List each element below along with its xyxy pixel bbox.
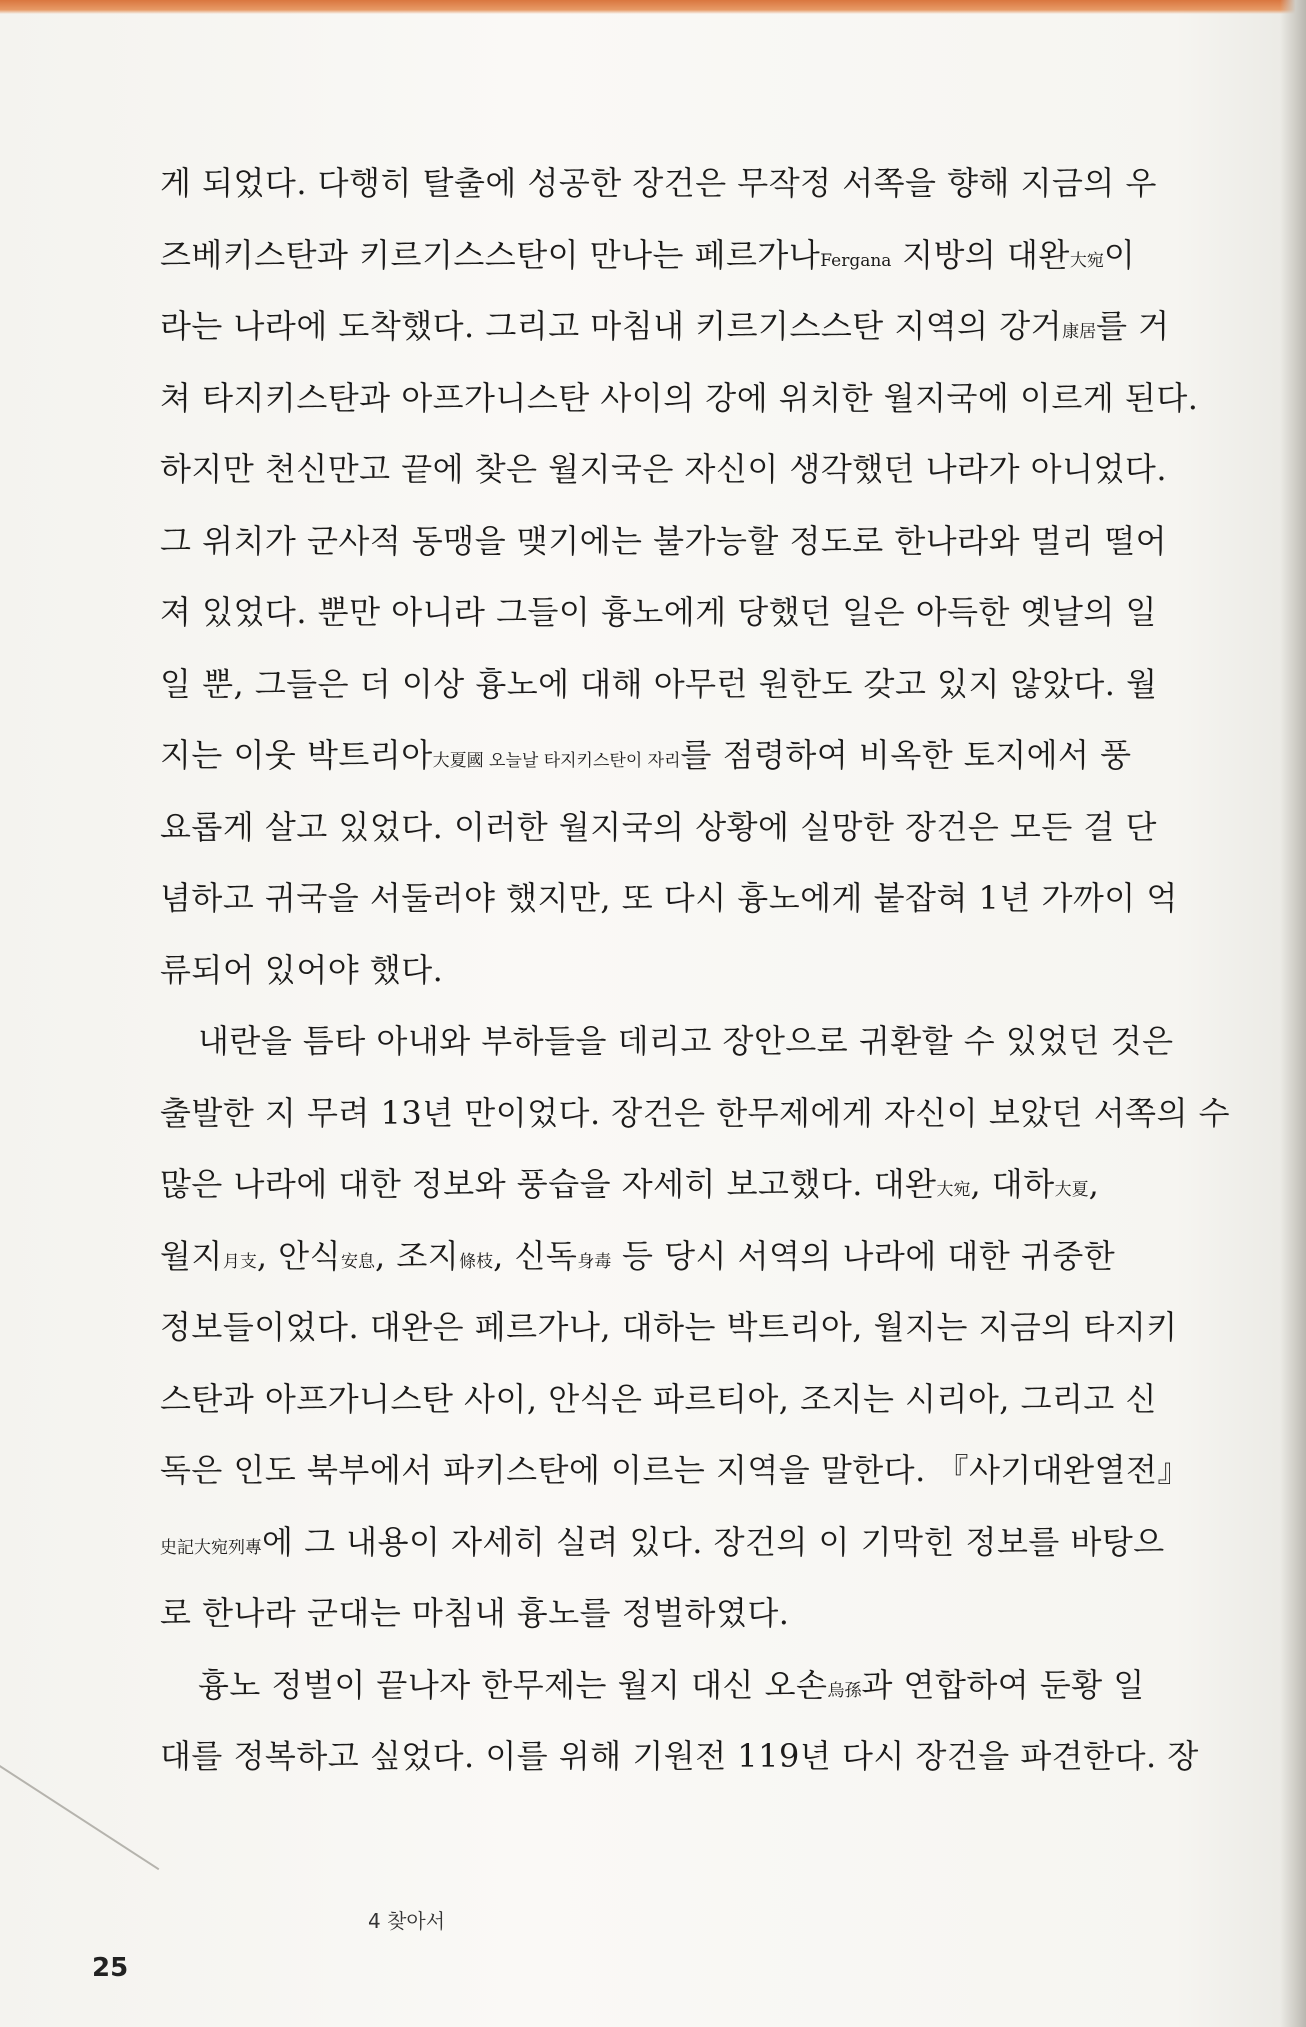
body-text xyxy=(160,148,1231,1793)
text-line xyxy=(160,577,1160,649)
text-segment: 정보들이었다. 대완은 페르가나, 대하는 박트리아, 월지는 지금의 타지키 xyxy=(160,1308,1178,1346)
text-segment: 지는 이웃 박트리아 xyxy=(160,736,433,774)
text-segment: 흉노 정벌이 끝나자 한무제는 월지 대신 오손 xyxy=(198,1665,828,1704)
text-line xyxy=(160,1006,1174,1078)
text-segment: 를 거 xyxy=(1096,307,1170,345)
text-line xyxy=(160,1364,1160,1436)
text-line xyxy=(160,1507,1165,1579)
text-line xyxy=(160,649,1160,721)
text-line xyxy=(160,1221,1160,1293)
text-line xyxy=(160,291,1170,363)
text-line xyxy=(160,1435,1190,1507)
hanja-gloss: 大宛 xyxy=(1069,250,1104,271)
text-segment: 등 당시 서역의 나라에 대한 귀중한 xyxy=(611,1236,1116,1275)
text-segment: 출발한 지 무려 13년 만이었다. 장건은 한무제에게 자신이 보았던 서쪽의 수 xyxy=(160,1093,1231,1132)
text-segment: 지방의 대완 xyxy=(891,235,1070,274)
hanja-gloss: 康居 xyxy=(1062,322,1097,342)
text-segment: 하지만 천신만고 끝에 찾은 월지국은 자신이 생각했던 나라가 아니었다. xyxy=(160,450,1167,488)
text-segment: 로 한나라 군대는 마침내 흉노를 정벌하였다. xyxy=(160,1594,790,1632)
text-line xyxy=(160,935,1160,1007)
page-right-edge-shadow xyxy=(1280,0,1306,2027)
text-line xyxy=(160,1149,1160,1221)
hanja-gloss: 大夏 xyxy=(1054,1180,1089,1200)
text-line xyxy=(160,1078,1231,1150)
text-segment: 쳐 타지키스탄과 아프가니스탄 사이의 강에 위치한 월지국에 이르게 된다. xyxy=(160,378,1199,417)
text-segment: 라는 나라에 도착했다. 그리고 마침내 키르기스스탄 지역의 강거 xyxy=(160,307,1063,345)
hanja-gloss: 大宛 xyxy=(936,1180,971,1200)
hanja-gloss: 身毒 xyxy=(577,1251,612,1272)
text-segment: 내란을 틈타 아내와 부하들을 데리고 장안으로 귀환할 수 있었던 것은 xyxy=(198,1022,1174,1060)
text-segment: 많은 나라에 대한 정보와 풍습을 자세히 보고했다. 대완 xyxy=(160,1165,937,1203)
page-number: 25 xyxy=(92,1953,129,1983)
text-segment: , xyxy=(1088,1165,1100,1203)
hanja-gloss: 安息 xyxy=(341,1251,375,1272)
page-crease xyxy=(0,1765,159,1870)
text-segment: , 조지 xyxy=(375,1236,460,1275)
text-line xyxy=(160,792,1160,864)
text-segment: 념하고 귀국을 서둘러야 했지만, 또 다시 흉노에게 붙잡혀 1년 가까이 억 xyxy=(160,879,1178,917)
text-line xyxy=(160,220,1160,292)
text-segment: 독은 인도 북부에서 파키스탄에 이르는 지역을 말한다. 『사기대완열전』 xyxy=(160,1451,1190,1489)
text-line xyxy=(160,434,1167,506)
text-line xyxy=(160,720,1160,792)
text-segment: 스탄과 아프가니스탄 사이, 안식은 파르티아, 조지는 시리아, 그리고 신 xyxy=(160,1379,1157,1418)
hanja-gloss: 月支 xyxy=(222,1251,257,1272)
hanja-gloss: 條枝 xyxy=(459,1251,494,1272)
hanja-gloss: 烏孫 xyxy=(827,1680,862,1701)
text-segment: 그 위치가 군사적 동맹을 맺기에는 불가능할 정도로 한나라와 멀리 떨어 xyxy=(160,521,1167,560)
text-segment: 류되어 있어야 했다. xyxy=(160,950,444,989)
hanja-gloss: 大夏國 오늘날 타지키스탄이 자리 xyxy=(432,751,681,771)
text-line xyxy=(160,363,1199,435)
text-segment: 과 연합하여 둔황 일 xyxy=(861,1665,1145,1704)
text-line xyxy=(160,1721,1199,1793)
text-segment: 게 되었다. 다행히 탈출에 성공한 장건은 무작정 서쪽을 향해 지금의 우 xyxy=(160,164,1157,202)
text-line xyxy=(160,506,1167,578)
text-segment: 즈베키스탄과 키르기스스탄이 만나는 페르가나 xyxy=(160,235,821,274)
text-line xyxy=(160,863,1178,935)
text-segment: 요롭게 살고 있었다. 이러한 월지국의 상황에 실망한 장건은 모든 걸 단 xyxy=(160,807,1157,846)
text-segment: 를 점령하여 비옥한 토지에서 풍 xyxy=(680,736,1132,774)
text-segment: 대를 정복하고 싶었다. 이를 위해 기원전 119년 다시 장건을 파견한다. 장 xyxy=(160,1737,1199,1775)
text-segment: , 안식 xyxy=(256,1236,341,1275)
hanja-gloss: 史記大宛列專 xyxy=(160,1537,262,1558)
text-line xyxy=(160,1650,1160,1722)
text-segment: 져 있었다. 뿐만 아니라 그들이 흉노에게 당했던 일은 아득한 옛날의 일 xyxy=(160,593,1157,631)
text-segment: 이 xyxy=(1103,235,1136,274)
text-line xyxy=(160,1292,1178,1364)
text-segment: , 신독 xyxy=(493,1236,578,1275)
text-segment: 에 그 내용이 자세히 실려 있다. 장건의 이 기막힌 정보를 바탕으 xyxy=(262,1522,1165,1561)
text-segment: 월지 xyxy=(160,1236,223,1275)
page-top-edge xyxy=(0,0,1306,14)
text-segment: 일 뿐, 그들은 더 이상 흉노에 대해 아무런 원한도 갖고 있지 않았다. 월 xyxy=(160,664,1158,703)
text-line xyxy=(160,1578,1160,1650)
hanja-gloss: Fergana xyxy=(820,250,892,271)
text-line xyxy=(160,148,1160,220)
text-segment: , 대하 xyxy=(970,1165,1055,1203)
running-title: 4 찾아서 xyxy=(368,1909,446,1933)
